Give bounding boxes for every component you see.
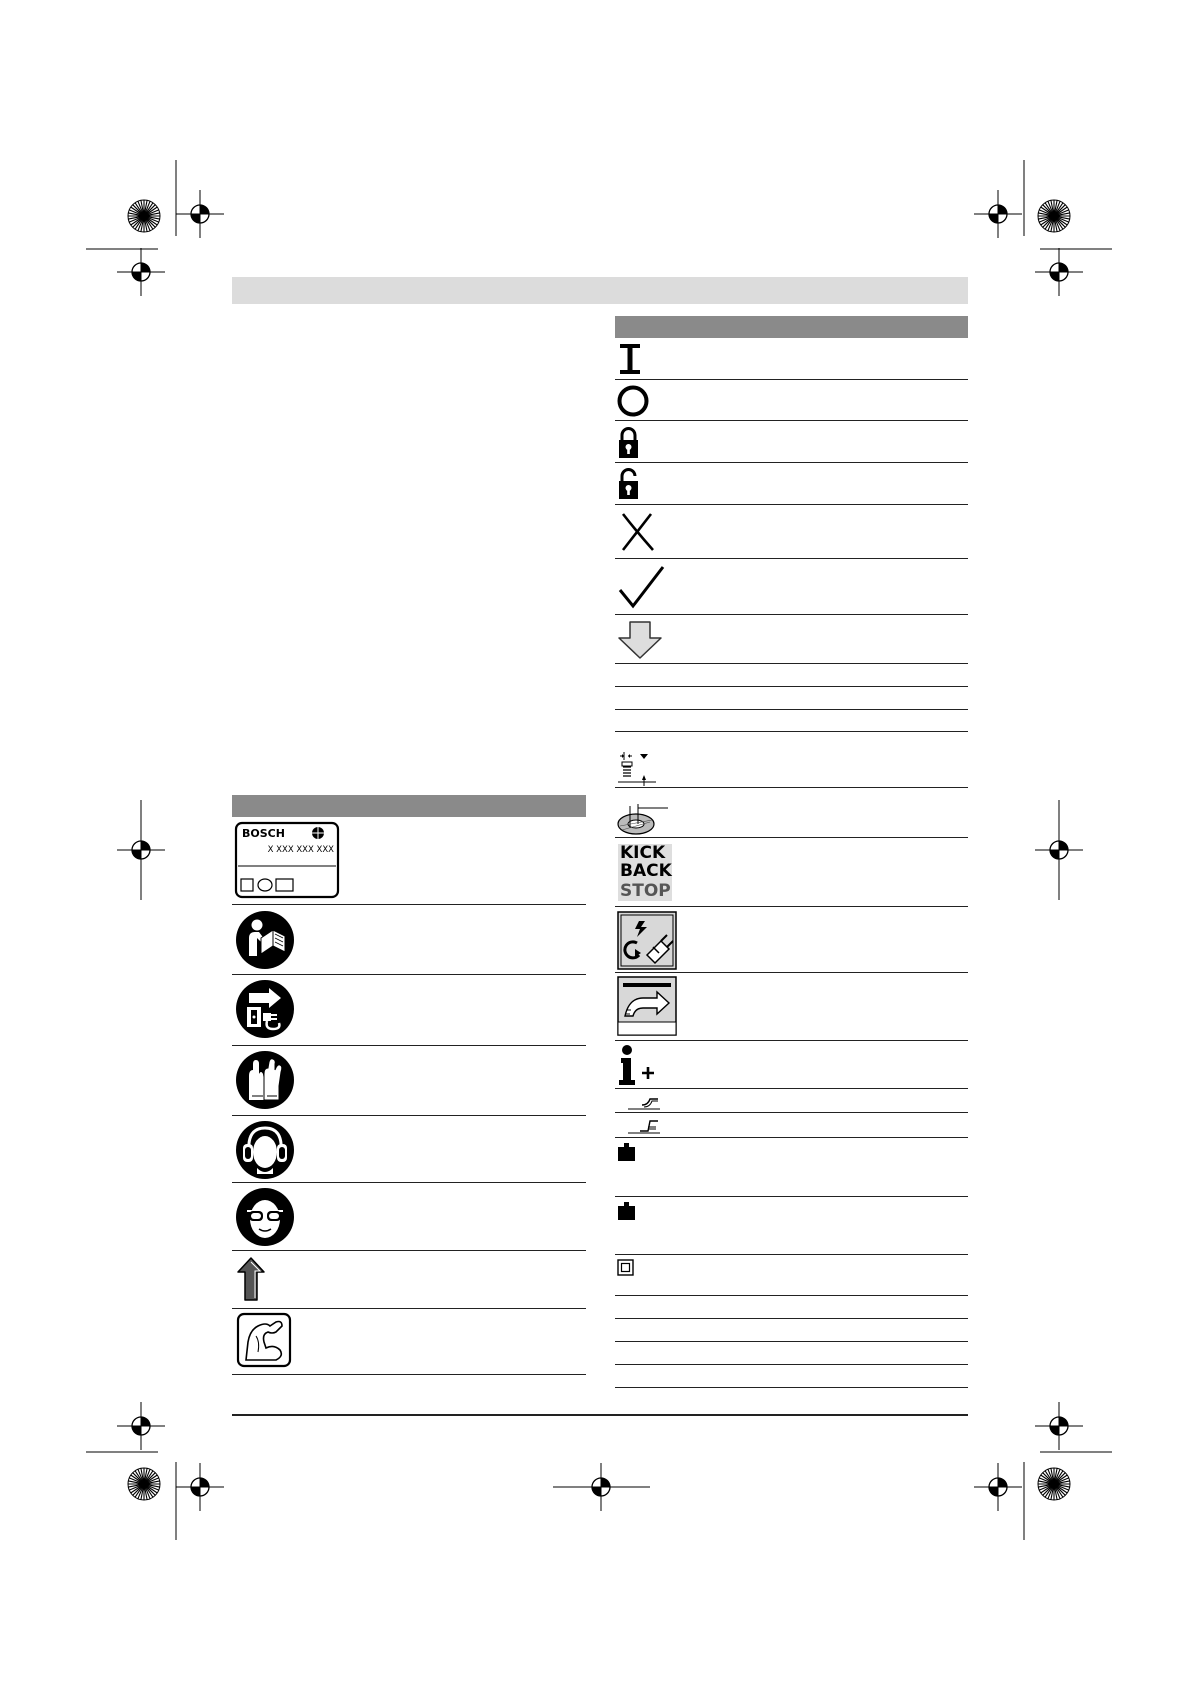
strength-arm-icon: [236, 1312, 292, 1368]
gloves-icon: [235, 1050, 295, 1110]
row-divider: [615, 462, 968, 463]
direction-arrow-icon: [236, 1256, 266, 1302]
off-switch-icon: [617, 385, 651, 419]
row-divider: [615, 614, 968, 615]
on-switch-icon: [618, 344, 644, 374]
nameplate-icon: [234, 821, 340, 899]
protection-class-icon: [617, 1259, 635, 1277]
down-arrow-icon: [617, 620, 663, 660]
row-divider: [232, 904, 586, 905]
row-divider: [615, 663, 968, 664]
row-divider: [615, 1088, 968, 1089]
soft-start-icon: [617, 976, 677, 1036]
section-bar-left: [232, 795, 586, 817]
row-divider: [615, 1295, 968, 1296]
row-divider: [615, 504, 968, 505]
guide-step-icon: [626, 1115, 662, 1135]
row-divider: [232, 1115, 586, 1116]
row-divider: [615, 686, 968, 687]
footer-rule: [232, 1414, 968, 1416]
weight-icon: [617, 1201, 637, 1221]
kickback-stop-icon: [618, 844, 672, 901]
ear-protection-icon: [235, 1120, 295, 1180]
row-divider: [615, 837, 968, 838]
row-divider: [232, 974, 586, 975]
row-divider: [615, 1318, 968, 1319]
section-bar-right: [615, 316, 968, 338]
row-divider: [615, 1364, 968, 1365]
row-divider: [232, 1308, 586, 1309]
disc-icon: [616, 800, 672, 836]
guide-slope-icon: [626, 1091, 662, 1111]
unplug-icon: [235, 979, 295, 1039]
row-divider: [615, 1254, 968, 1255]
row-divider: [232, 1374, 586, 1375]
weight-icon: [617, 1142, 637, 1162]
kickback-line-2: BACK: [620, 861, 672, 881]
row-divider: [615, 420, 968, 421]
nameplate-article-number: X XXX XXX XXX: [267, 845, 334, 855]
row-divider: [615, 709, 968, 710]
row-divider: [232, 1250, 586, 1251]
row-divider: [615, 1341, 968, 1342]
row-divider: [232, 1045, 586, 1046]
row-divider: [615, 1040, 968, 1041]
restart-protection-icon: [617, 911, 677, 970]
row-divider: [615, 1387, 968, 1388]
row-divider: [615, 787, 968, 788]
check-icon: [617, 564, 667, 610]
depth-gauge-icon: [616, 750, 658, 788]
eye-protection-icon: [235, 1187, 295, 1247]
row-divider: [615, 972, 968, 973]
info-plus-icon: [617, 1044, 659, 1086]
cross-icon: [617, 510, 659, 554]
row-divider: [615, 906, 968, 907]
nameplate-brand: BOSCH: [242, 827, 285, 840]
row-divider: [615, 379, 968, 380]
kickback-line-1: KICK: [620, 843, 666, 863]
row-divider: [615, 1112, 968, 1113]
header-band: [232, 277, 968, 304]
read-manual-icon: [235, 910, 295, 970]
locked-icon: [617, 426, 641, 460]
row-divider: [615, 731, 968, 732]
unlocked-icon: [617, 467, 641, 501]
row-divider: [615, 1196, 968, 1197]
row-divider: [615, 1137, 968, 1138]
row-divider: [615, 558, 968, 559]
row-divider: [232, 1182, 586, 1183]
kickback-line-3: STOP: [620, 881, 671, 901]
